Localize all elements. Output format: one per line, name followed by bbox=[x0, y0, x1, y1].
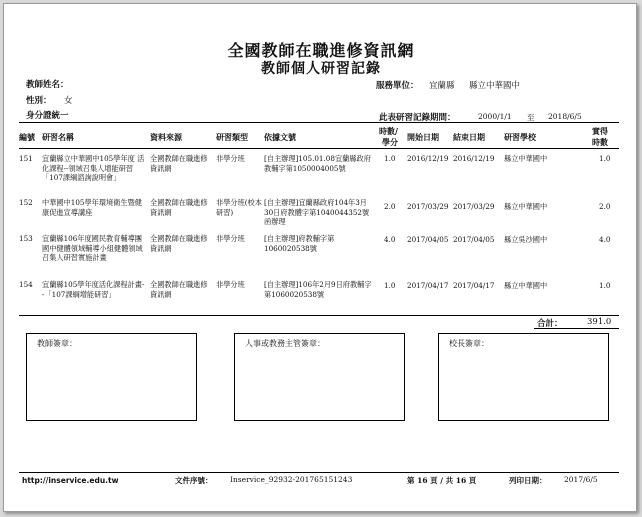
row-151-source: 全國教師在職進修資訊網 bbox=[150, 154, 208, 173]
teacher-signature-label: 教師簽章： bbox=[37, 339, 77, 348]
period-end: 2018/6/5 bbox=[548, 112, 582, 121]
row-154-end: 2017/04/17 bbox=[453, 281, 495, 290]
principal-signature-label: 校長簽章： bbox=[449, 339, 489, 348]
col-header-type: 研習類型 bbox=[216, 132, 248, 142]
row-153-actual: 4.0 bbox=[599, 235, 611, 244]
row-151-end: 2016/12/19 bbox=[453, 154, 495, 163]
row-151-no: 151 bbox=[19, 154, 33, 163]
row-153-course: 宜蘭縣106年度國民教育輔導團國中健體領域輔導小組健體領域召集人研習實施計畫 bbox=[42, 234, 143, 262]
col-header-doc: 依據文號 bbox=[264, 132, 296, 142]
row-153-type: 非學分班 bbox=[216, 234, 245, 243]
period-to: 至 bbox=[527, 113, 535, 122]
col-header-hours-1: 時數/ bbox=[379, 126, 398, 136]
row-152-doc: [自主辦理]宜蘭縣政府104年3月30日府教體字第1040044352號函辦理 bbox=[264, 198, 370, 226]
page-info: 第 16 頁 / 共 16 頁 bbox=[407, 476, 477, 485]
row-153-no: 153 bbox=[19, 234, 33, 243]
doc-no-value: Inservice_92932-201765151243 bbox=[230, 475, 353, 484]
col-header-hours-2: 學分 bbox=[382, 137, 398, 147]
row-154-source: 全國教師在職進修資訊網 bbox=[150, 280, 208, 299]
row-152-type: 非學分班(校本研習) bbox=[216, 198, 262, 217]
row-152-actual: 2.0 bbox=[599, 202, 611, 211]
row-154-type: 非學分班 bbox=[216, 280, 245, 289]
print-date-label: 列印日期： bbox=[509, 476, 547, 485]
row-152-no: 152 bbox=[19, 198, 33, 207]
unit-label: 服務單位： bbox=[376, 81, 419, 91]
doc-no-label: 文件序號： bbox=[175, 476, 213, 485]
total-label: 合計： bbox=[537, 319, 563, 329]
col-header-actual-1: 實得 bbox=[592, 126, 608, 136]
row-153-hours: 4.0 bbox=[384, 235, 396, 244]
col-header-course: 研習名稱 bbox=[42, 132, 74, 142]
row-154-no: 154 bbox=[19, 280, 33, 289]
row-152-start: 2017/03/29 bbox=[407, 202, 449, 211]
row-154-doc: [自主辦理]106年2月9日府教輔字第1060020538號 bbox=[264, 280, 372, 299]
unit-school: 縣立中華國中 bbox=[469, 81, 521, 91]
row-151-doc: [自主辦理]105.01.08宜蘭縣政府教輔字第1050004005號 bbox=[264, 154, 371, 173]
id-label: 身分證統一 bbox=[26, 111, 69, 121]
row-151-course: 宜蘭縣立中華國中105學年度 活化課程--領域召集人增能研習「107課綱諮詢說明會」 bbox=[42, 154, 145, 182]
row-154-school: 縣立中華國中 bbox=[504, 281, 548, 290]
row-154-actual: 1.0 bbox=[599, 281, 611, 290]
footer-url[interactable]: http://inservice.edu.tw bbox=[22, 476, 119, 485]
teacher-name-label: 教師姓名： bbox=[26, 80, 69, 90]
row-152-hours: 2.0 bbox=[384, 202, 396, 211]
hr-signature-box bbox=[234, 333, 405, 421]
document-title: 全國教師在職進修資訊網 bbox=[227, 41, 415, 60]
row-153-start: 2017/04/05 bbox=[407, 235, 449, 244]
total-value: 391.0 bbox=[587, 317, 612, 327]
row-152-school: 縣立中華國中 bbox=[504, 202, 548, 211]
row-152-end: 2017/03/29 bbox=[453, 202, 495, 211]
gender-label: 性別： bbox=[26, 96, 52, 106]
footer-rule bbox=[19, 472, 619, 473]
row-153-doc: [自主辦理]府教輔字第1060020538號 bbox=[264, 234, 335, 253]
teacher-signature-box bbox=[26, 333, 197, 421]
unit-county: 宜蘭縣 bbox=[429, 81, 455, 91]
col-header-actual-2: 時數 bbox=[592, 137, 608, 147]
hr-signature-label: 人事或教務主管簽章： bbox=[245, 339, 325, 348]
row-151-actual: 1.0 bbox=[599, 154, 611, 163]
col-header-start: 開始日期 bbox=[407, 132, 439, 142]
table-header-rule bbox=[19, 148, 619, 149]
row-153-end: 2017/04/05 bbox=[453, 235, 495, 244]
row-153-school: 縣立吳沙國中 bbox=[504, 235, 548, 244]
document-page bbox=[3, 3, 637, 512]
col-header-school: 研習學校 bbox=[504, 132, 536, 142]
table-bottom-rule bbox=[19, 315, 619, 316]
row-152-source: 全國教師在職進修資訊網 bbox=[150, 198, 208, 217]
print-date-value: 2017/6/5 bbox=[564, 475, 598, 484]
row-154-start: 2017/04/17 bbox=[407, 281, 449, 290]
period-label: 此表研習記錄期間： bbox=[379, 113, 456, 123]
col-header-end: 結束日期 bbox=[453, 132, 485, 142]
row-151-type: 非學分班 bbox=[216, 154, 245, 163]
principal-signature-box bbox=[438, 333, 609, 421]
row-152-course: 中華國中105學年環境衛生暨健康促進宣導講座 bbox=[42, 198, 142, 217]
row-151-start: 2016/12/19 bbox=[407, 154, 449, 163]
document-subtitle: 教師個人研習記錄 bbox=[261, 61, 381, 77]
row-151-hours: 1.0 bbox=[384, 154, 396, 163]
row-154-course: 宜蘭縣105學年度活化課程計畫--「107課綱增能研習」 bbox=[42, 280, 145, 299]
col-header-source: 資料來源 bbox=[150, 132, 182, 142]
total-rule bbox=[534, 328, 619, 329]
row-153-source: 全國教師在職進修資訊網 bbox=[150, 234, 208, 253]
row-154-hours: 1.0 bbox=[384, 281, 396, 290]
row-151-school: 縣立中華國中 bbox=[504, 154, 548, 163]
period-start: 2000/1/1 bbox=[478, 112, 512, 121]
col-header-no: 編號 bbox=[19, 132, 35, 142]
gender-value: 女 bbox=[64, 96, 73, 106]
table-top-rule bbox=[19, 122, 619, 123]
